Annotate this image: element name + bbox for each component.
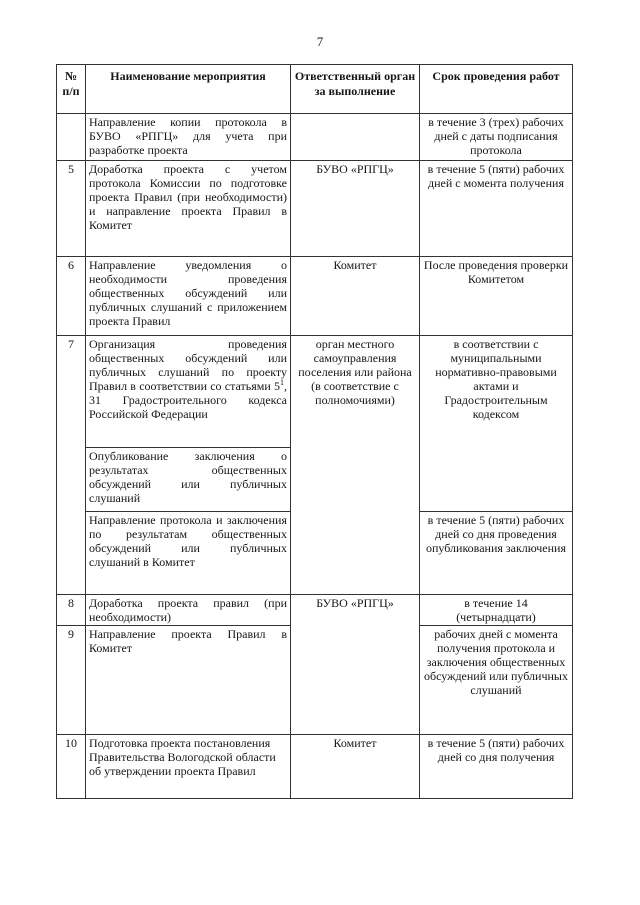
event-name: Направление уведомления о необходимости проведения общественных обсуждений или публичных слушаний с приложением проекта Правил: [86, 257, 291, 336]
table-row: [57, 735, 573, 799]
event-term: рабочих дней с момента получения протокола и заключения общественных обсуждений или публичных слушаний: [420, 626, 573, 735]
responsible-body: Комитет: [291, 735, 420, 799]
event-term: в течение 5 (пяти) рабочих дней со дня получения: [420, 735, 573, 799]
event-term: в течение 5 (пяти) рабочих дней с момента получения: [420, 161, 573, 257]
header-term: Срок проведения работ: [420, 65, 573, 114]
event-name: Подготовка проекта постановления Правительства Вологодской области об утверждении проекта Правил: [86, 735, 291, 799]
event-term: в течение 3 (трех) рабочих дней с даты подписания протокола: [420, 114, 573, 161]
table-header-row: [57, 65, 573, 114]
header-num: № п/п: [57, 65, 86, 114]
event-term: в течение 5 (пяти) рабочих дней со дня проведения опубликования заключения: [420, 512, 573, 595]
event-name: Направление проекта Правил в Комитет: [86, 626, 291, 735]
responsible-body: Комитет: [291, 257, 420, 336]
header-name: Наименование мероприятия: [86, 65, 291, 114]
page-number: 7: [316, 34, 324, 49]
event-term: После проведения проверки Комитетом: [420, 257, 573, 336]
row-number: 5: [57, 161, 86, 257]
event-name: Доработка проекта с учетом протокола Комиссии по подготовке проекта Правил (при необходимости) и направление проекта Правил в Комитет: [86, 161, 291, 257]
table-row: [57, 161, 573, 257]
responsible-body: БУВО «РПГЦ»: [291, 161, 420, 257]
event-name: Опубликование заключения о результатах общественных обсуждений или публичных слушаний: [86, 448, 291, 512]
row-number: 6: [57, 257, 86, 336]
event-name-text: Организация проведения общественных обсуждений или публичных слушаний по проекту Правил в соответствии со статьями 5: [89, 337, 287, 393]
responsible-body: орган местного самоуправления поселения или района (в соответствие с полномочиями): [291, 336, 420, 595]
event-term: в течение 14 (четырнадцати): [420, 595, 573, 626]
event-term: в соответствии с муниципальными нормативно-правовыми актами и Градостроительным кодексом: [420, 336, 573, 512]
row-number: 9: [57, 626, 86, 735]
row-number: 8: [57, 595, 86, 626]
header-responsible: Ответственный орган за выполнение: [291, 65, 420, 114]
table-row: [57, 595, 573, 626]
event-name: Доработка проекта правил (при необходимости): [86, 595, 291, 626]
events-table: [56, 64, 573, 799]
event-name: Направление копии протокола в БУВО «РПГЦ» для учета при разработке проекта: [86, 114, 291, 161]
responsible-body: БУВО «РПГЦ»: [291, 595, 420, 735]
event-name-text-end: , 31 Градостроительного кодекса Российской Федерации: [89, 379, 287, 421]
row-number: 10: [57, 735, 86, 799]
table-row: [57, 336, 573, 448]
row-number: [57, 114, 86, 161]
table-row: [57, 257, 573, 336]
article-superscript: 1: [280, 378, 284, 387]
responsible-body: [291, 114, 420, 161]
row-number: 7: [57, 336, 86, 595]
table-row: [57, 114, 573, 161]
event-name: Направление протокола и заключения по результатам общественных обсуждений или публичных слушаний в Комитет: [86, 512, 291, 595]
event-name: [86, 336, 291, 448]
